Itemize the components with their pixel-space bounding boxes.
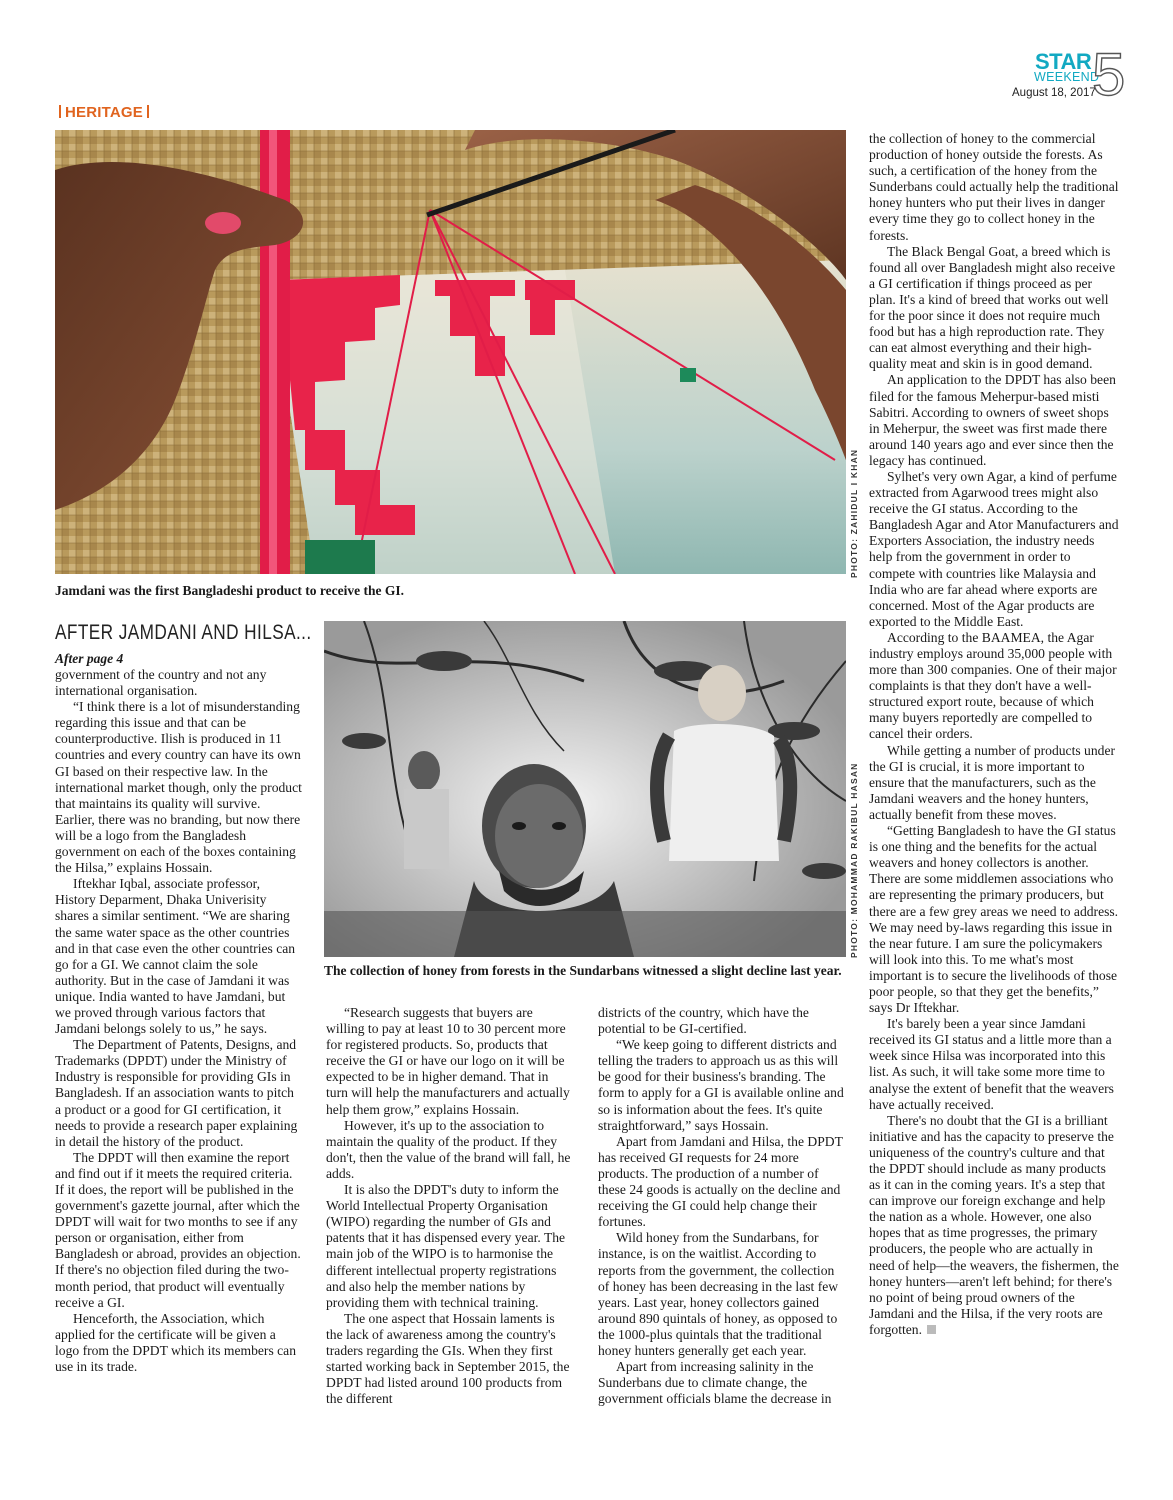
paragraph: Sylhet's very own Agar, a kind of perfume extracted from Agarwood trees might also receive the GI status. According to the Bangladesh Agar and Ator Manufacturers and Exporters Association, the industry needs help from the government in order to compete with countries like Malaysia and India who are far ahead where exports are concerned. Most of the Agar products are exported to the Middle East.: [869, 468, 1119, 629]
section-label: HERITAGE: [65, 104, 143, 121]
masthead-brand: STAR: [1035, 49, 1092, 74]
photo1-credit: PHOTO: ZAHIDUL I KHAN: [849, 448, 859, 578]
paragraph: “Getting Bangladesh to have the GI status is one thing and the benefits for the actual weavers and honey collectors is another. There are some middlemen associations who are representing the primary producers, but there are a few grey areas we need to address. We may need by-laws regarding this issue in the near future. I am sure the policymakers will look into this. To me what's most important is to secure the livelihoods of those poor people, so that they get the benefits,” says Dr Iftekhar.: [869, 823, 1119, 1016]
paragraph: The Department of Patents, Designs, and Trademarks (DPDT) under the Ministry of Industry is responsible for providing GIs in Bangladesh. If an association wants to pitch a product or a good for GI certification, it needs to provide a research paper explaining in detail the history of the product.: [55, 1037, 298, 1149]
page-number: 5: [1092, 41, 1126, 108]
paragraph: Apart from increasing salinity in the Sunderbans due to climate change, the government officials blame the decrease in: [598, 1359, 832, 1407]
paragraph: It's barely been a year since Jamdani received its GI status and a little more than a week since Hilsa was incorporated into this list. As such, it will take some more time to analyse the extent of benefit that the weavers have actually received.: [869, 1016, 1114, 1112]
jump-line: After page 4: [55, 651, 124, 666]
paragraph: According to the BAAMEA, the Agar industry employs around 35,000 people with more than 300 companies. One of their major complaints is that they don't have a well-structured export route, because of which many buyers reportedly are compelled to cancel their orders.: [869, 629, 1117, 742]
article-column-1: [55, 667, 302, 1375]
end-mark: [927, 1325, 936, 1334]
paragraph: [869, 1113, 1120, 1338]
paragraph: Henceforth, the Association, which applied for the certificate will be given a logo from the DPDT which its members can use in its trade.: [55, 1310, 296, 1375]
photo2-caption: The collection of honey from forests in the Sundarbans witnessed a slight decline last year.: [324, 963, 842, 978]
article-column-4: [869, 131, 1120, 1338]
paragraph: the collection of honey to the commercial production of honey outside the forests. As such, a certification of the honey from the Sunderbans could actually help the traditional honey hunters who put their lives in danger every time they go to collect honey in the forests.: [869, 131, 1119, 243]
paragraph: Iftekhar Iqbal, associate professor, History Deparment, Dhaka Univerisity shares a similar sentiment. “We are sharing the same water space as the other countries and in that case even the other countries can go for a GI. We cannot claim the sole authority. But in the case of Jamdani it was unique. India wanted to have Jamdani, but we proved through various factors that Jamdani belongs solely to us,” he says.: [55, 876, 296, 1037]
paragraph: While getting a number of products under the GI is crucial, it is more important to ensure that the manufacturers, such as the Jamdani weavers and the honey hunters, actually benefit from these moves.: [869, 742, 1116, 822]
paragraph: However, it's up to the association to maintain the quality of the product. If they don't, then the value of the brand will fall, he adds.: [326, 1117, 571, 1181]
paragraph: The Black Bengal Goat, a breed which is found all over Bangladesh might also receive a GI certification if things proceed as per plan. It's a kind of breed that works out well for the poor since it does not require much food but has a high reproduction rate. They can eat almost everything and their high-quality meat and skin is in good demand.: [869, 243, 1116, 372]
photo1-caption: Jamdani was the first Bangladeshi product to receive the GI.: [55, 583, 404, 598]
masthead-sub: WEEKEND: [1034, 70, 1100, 84]
paragraph: An application to the DPDT has also been filed for the famous Meherpur-based misti Sabitri. According to owners of sweet shops in Meherpur, the sweet was first made there around 140 years ago and ever since then the legacy has continued.: [869, 372, 1116, 468]
paragraph: The DPDT will then examine the report and find out if it meets the required criteria. If it does, the report will be published in the government's gazette journal, after which the DPDT will wait for two months to see if any person or organisation, either from Bangladesh or abroad, provides an objection. If there's no objection filed during the two-month period, that product will eventually receive a GI.: [55, 1149, 301, 1310]
jamdani-weaving-photo: [55, 130, 846, 574]
section-bar-right: [147, 105, 149, 118]
paragraph: Apart from Jamdani and Hilsa, the DPDT has received GI requests for 24 more products. The production of a number of these 24 goods is actually on the decline and receiving the GI could help change their fortunes.: [598, 1133, 843, 1230]
photo2-credit: PHOTO: MOHAMMAD RAKIBUL HASAN: [849, 762, 859, 958]
paragraph: “Research suggests that buyers are willing to pay at least 10 to 30 percent more for registered products. So, products that receive the GI or have our logo on it will be expected to be in higher demand. That in turn will help the manufacturers and actually help them grow,” explains Hossain.: [326, 1005, 570, 1117]
paragraph: Wild honey from the Sundarbans, for instance, is on the waitlist. According to reports from the government, the collection of honey has been decreasing in the last few years. Last year, honey collectors gained around 890 quintals of honey, as opposed to the 1000-plus quintals that the traditional honey hunters generally get each year.: [598, 1230, 839, 1358]
final-paragraph-text: There's no doubt that the GI is a brilliant initiative and has the capacity to preserve the uniqueness of the country's culture and that the DPDT should include as many products as it can in the coming years. It's a step that can improve our foreign exchange and help the nation as a whole. However, one also hopes that as time progresses, the primary producers, the people who are actually in need of help—the weavers, the fishermen, the honey hunters—aren't left behind; for there's no point of being proud owners of the Jamdani and the Hilsa, if the very roots are forgotten.: [869, 1112, 1119, 1337]
issue-date: August 18, 2017: [1012, 87, 1096, 99]
honey-collectors-photo: [324, 621, 846, 957]
paragraph: It is also the DPDT's duty to inform the World Intellectual Property Organisation (WIPO) regarding the number of GIs and patents that it has dispensed every year. The main job of the WIPO is to harmonise the different intellectual property registrations and also help the member nations by providing them with technical training.: [326, 1182, 566, 1310]
article-column-3: [598, 1005, 848, 1407]
article-headline: AFTER JAMDANI AND HILSA...: [55, 621, 312, 644]
paragraph: “I think there is a lot of misunderstanding regarding this issue and that can be counterproductive. Ilish is produced in 11 countries and every country can have its own GI based on their respective law. In the international market though, only the product that maintains its quality will survive. Earlier, there was no branding, but now there will be a logo from the Bangladesh government on each of the boxes containing the Hilsa,” explains Hossain.: [55, 699, 302, 876]
section-tag: [55, 104, 153, 121]
section-bar-left: [59, 105, 61, 118]
paragraph: government of the country and not any international organisation.: [55, 667, 267, 699]
article-column-2: [326, 1005, 573, 1407]
paragraph: districts of the country, which have the potential to be GI-certified.: [598, 1005, 809, 1037]
paragraph: “We keep going to different districts and telling the traders to approach us as this will be good for their business's branding. The form to apply for a GI is available online and so is information about the fees. It's quite straightforward,” says Hossain.: [598, 1037, 844, 1133]
paragraph: The one aspect that Hossain laments is the lack of awareness among the country's traders regarding the GIs. When they first started working back in September 2015, the DPDT had listed around 100 products from the different: [326, 1310, 570, 1407]
